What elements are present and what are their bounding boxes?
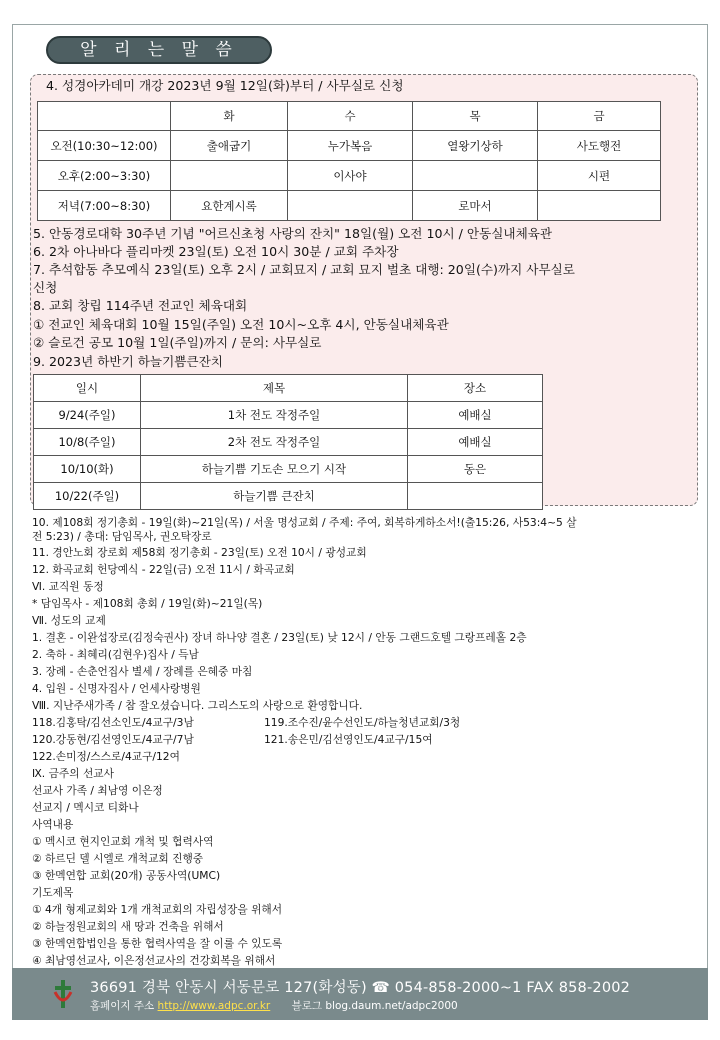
text-line: 3. 장례 - 손춘언집사 별세 / 장례를 은혜중 마침 (32, 665, 253, 678)
festival-cell: 예배실 (408, 402, 543, 429)
mission-line: ① 4개 형제교회와 1개 개척교회의 자립성장을 위해서 (32, 903, 283, 916)
text-line: Ⅷ. 지난주새가족 / 참 잘오셨습니다. 그리스도의 사랑으로 환영합니다. (32, 699, 363, 712)
church-logo-icon (52, 978, 74, 1010)
text-line: 11. 경안노회 장로회 제58회 정기총회 - 23일(토) 오전 10시 / 광성교회 (32, 546, 367, 559)
academy-header-cell: 화 (171, 102, 288, 131)
table-row (34, 456, 543, 483)
newcomer-entry: 121.송은민/김선영인도/4교구/15여 (264, 733, 433, 746)
mission-line: 사역내용 (32, 818, 74, 831)
newcomer-entry: 120.강동현/김선영인도/4교구/7남 (32, 733, 194, 746)
academy-cell: 출애굽기 (171, 131, 288, 161)
festival-header-cell: 제목 (141, 375, 408, 402)
section-title: 알 리 는 말 씀 (46, 36, 272, 64)
item-8-1: ① 전교인 체육대회 10월 15일(주일) 오전 10시~오후 4시, 안동실내체육관 (33, 317, 449, 332)
academy-cell: 오전(10:30~12:00) (38, 131, 171, 161)
text-line: 10. 제108회 정기총회 - 19일(화)~21일(목) / 서울 명성교회 / 주제: 주여, 회복하게하소서!(출15:26, 사53:4~5 살 (32, 516, 577, 529)
blog-link[interactable]: 블로그 blog.daum.net/adpc2000 (291, 1000, 458, 1012)
item-9: 9. 2023년 하반기 하늘기쁨큰잔치 (33, 354, 223, 369)
academy-header-cell: 수 (288, 102, 413, 131)
text-line: Ⅵ. 교직원 동정 (32, 580, 104, 593)
footer-address: 36691 경북 안동시 서동문로 127(화성동) ☎ 054-858-2000~1 FAX 858-2002 (90, 980, 631, 996)
table-row (38, 191, 661, 221)
festival-cell: 10/22(주일) (34, 483, 141, 510)
academy-schedule-table (37, 101, 661, 221)
mission-line: ① 멕시코 현지인교회 개척 및 협력사역 (32, 835, 214, 848)
text-line: Ⅶ. 성도의 교제 (32, 614, 106, 627)
mission-line: ③ 한멕연합 교회(20개) 공동사역(UMC) (32, 869, 221, 882)
festival-cell: 동은 (408, 456, 543, 483)
mission-line: ④ 최남영선교사, 이은정선교사의 건강회복을 위해서 (32, 954, 276, 967)
academy-cell: 요한계시록 (171, 191, 288, 221)
homepage-link[interactable]: http://www.adpc.or.kr (157, 1000, 271, 1012)
mission-line: ③ 한멕연합법인을 통한 협력사역을 잘 이룰 수 있도록 (32, 937, 283, 950)
item-7: 7. 추석합동 추모예식 23일(토) 오후 2시 / 교회묘지 / 교회 묘지 벌초 대행: 20일(수)까지 사무실로 (33, 262, 575, 277)
table-row (34, 402, 543, 429)
festival-cell: 1차 전도 작정주일 (141, 402, 408, 429)
festival-cell: 예배실 (408, 429, 543, 456)
festival-cell: 10/10(화) (34, 456, 141, 483)
text-line: 전 5:23) / 총대: 담임목사, 권오탁장로 (32, 530, 212, 543)
academy-cell: 오후(2:00~3:30) (38, 161, 171, 191)
text-line: * 담임목사 - 제108회 총회 / 19일(화)~21일(목) (32, 597, 263, 610)
academy-cell (288, 191, 413, 221)
footer (12, 968, 708, 1020)
mission-line: 선교지 / 멕시코 티화나 (32, 801, 139, 814)
item-8: 8. 교회 창립 114주년 전교인 체육대회 (33, 298, 248, 313)
academy-header-cell: 금 (538, 102, 661, 131)
homepage-label: 홈페이지 주소 (90, 1000, 155, 1012)
academy-cell: 열왕기상하 (413, 131, 538, 161)
academy-cell (171, 161, 288, 191)
footer-links (90, 998, 458, 1013)
table-row (34, 483, 543, 510)
item-4: 4. 성경아카데미 개강 2023년 9월 12일(화)부터 / 사무실로 신청 (46, 78, 404, 93)
festival-cell: 10/8(주일) (34, 429, 141, 456)
festival-cell: 하늘기쁨 큰잔치 (141, 483, 408, 510)
festival-header-cell: 장소 (408, 375, 543, 402)
newcomer-entry: 122.손미정/스스로/4교구/12여 (32, 750, 180, 763)
academy-cell: 로마서 (413, 191, 538, 221)
item-8-2: ② 슬로건 공모 10월 1일(주일)까지 / 문의: 사무실로 (33, 335, 322, 350)
mission-line: ② 하늘정원교회의 새 땅과 건축을 위해서 (32, 920, 224, 933)
mission-line: Ⅸ. 금주의 선교사 (32, 767, 114, 780)
text-line: 1. 결혼 - 이완섭장로(김정숙권사) 장녀 하나양 결혼 / 23일(토) 낮 12시 / 안동 그랜드호텔 그랑프레홀 2층 (32, 631, 527, 644)
academy-cell: 이사야 (288, 161, 413, 191)
newcomer-entry: 119.조수진/윤수선인도/하늘청년교회/3청 (264, 716, 461, 729)
academy-header-cell (38, 102, 171, 131)
academy-cell: 시편 (538, 161, 661, 191)
academy-cell (538, 191, 661, 221)
text-line: 12. 화곡교회 헌당예식 - 22일(금) 오전 11시 / 화곡교회 (32, 563, 295, 576)
academy-header-cell: 목 (413, 102, 538, 131)
festival-schedule-table (33, 374, 543, 510)
academy-cell: 누가복음 (288, 131, 413, 161)
table-row (38, 131, 661, 161)
mission-line: ② 하르딘 델 시엘로 개척교회 진행중 (32, 852, 204, 865)
academy-cell (413, 161, 538, 191)
festival-cell: 2차 전도 작정주일 (141, 429, 408, 456)
festival-header-cell: 일시 (34, 375, 141, 402)
text-line: 2. 축하 - 최혜리(김현우)집사 / 득남 (32, 648, 199, 661)
table-row (38, 161, 661, 191)
festival-cell (408, 483, 543, 510)
item-6: 6. 2차 아나바다 플리마켓 23일(토) 오전 10시 30분 / 교회 주차장 (33, 244, 399, 259)
academy-cell: 저녁(7:00~8:30) (38, 191, 171, 221)
text-line: 4. 입원 - 신명자집사 / 언세사랑병원 (32, 682, 201, 695)
mission-line: 선교사 가족 / 최남영 이은정 (32, 784, 163, 797)
newcomer-entry: 118.김홍탁/김선소인도/4교구/3남 (32, 716, 194, 729)
mission-line: 기도제목 (32, 886, 74, 899)
festival-cell: 9/24(주일) (34, 402, 141, 429)
table-row (34, 429, 543, 456)
item-5: 5. 안동경로대학 30주년 기념 "어르신초청 사랑의 잔치" 18일(월) 오전 10시 / 안동실내체육관 (33, 226, 553, 241)
academy-cell: 사도행전 (538, 131, 661, 161)
item-7-cont: 신청 (33, 280, 58, 295)
festival-cell: 하늘기쁨 기도손 모으기 시작 (141, 456, 408, 483)
